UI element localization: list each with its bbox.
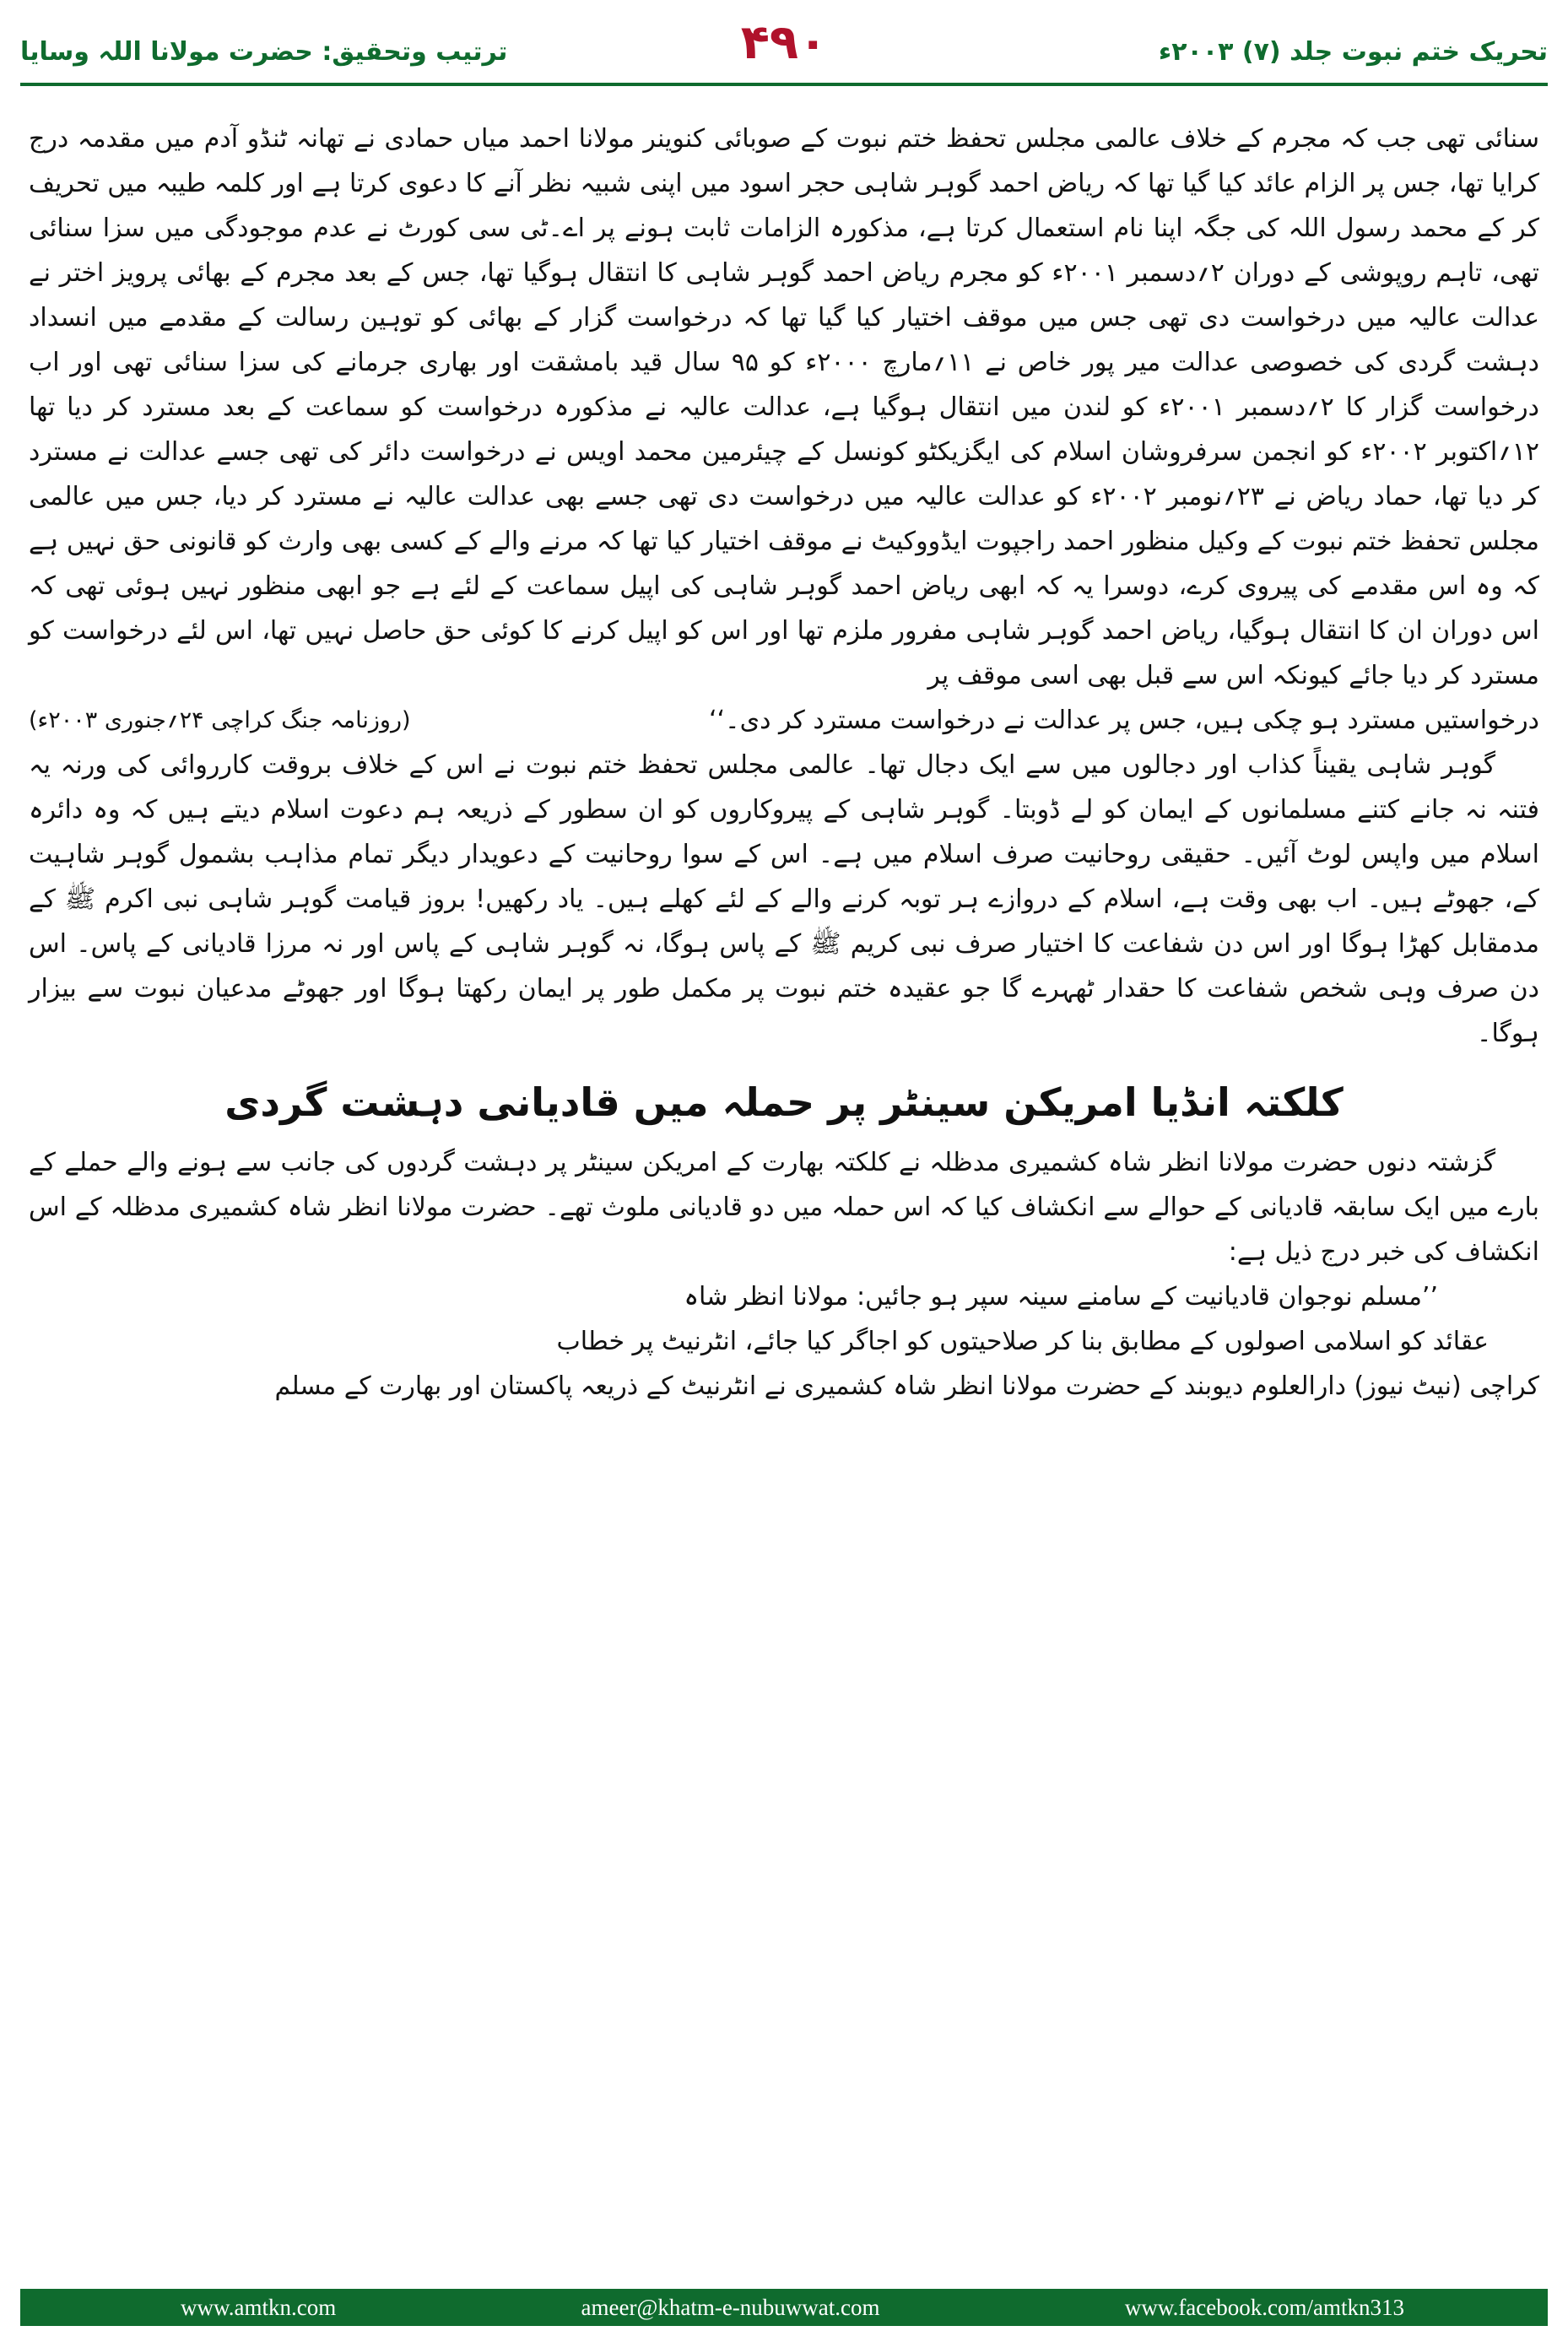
footer-email-link[interactable]: ameer@khatm-e-nubuwwat.com	[581, 2294, 880, 2320]
footer-website-link[interactable]: www.amtkn.com	[181, 2294, 337, 2320]
body-paragraph-2: گوہر شاہی یقیناً کذاب اور دجالوں میں سے ایک دجال تھا۔ عالمی مجلس تحفظ ختم نبوت نے اس کے خلاف بروقت کارروائی کی ورنہ یہ فتنہ نہ جانے کتنے مسلمانوں کے ایمان کو لے ڈوبتا۔ گوہر شاہی کے پیروکاروں کو ان سطور کے ذریعہ ہم دعوت اسلام دیتے ہیں کہ وہ دائرہ اسلام میں واپس لوٹ آئیں۔ حقیقی روحانیت صرف اسلام میں ہے۔ اس کے سوا روحانیت کے دعویدار دیگر تمام مذاہب بشمول گوہر شاہیت کے، جھوٹے ہیں۔ اب بھی وقت ہے، اسلام کے دروازے ہر توبہ کرنے والے کے لئے کھلے ہیں۔ یاد رکھیں! بروز قیامت گوہر شاہی نبی اکرم ﷺ کے مدمقابل کھڑا ہوگا اور اس دن شفاعت کا اختیار صرف نبی کریم ﷺ کے پاس ہوگا، نہ گوہر شاہی کے پاس اور نہ مرزا قادیانی کے پاس۔ اس دن صرف وہی شخص شفاعت کا حقدار ٹھہرے گا جو عقیدہ ختم نبوت پر مکمل طور پر ایمان رکھتا ہوگا اور جھوٹے مدعیان نبوت سے بیزار ہوگا۔	[29, 750, 1539, 1048]
header-divider	[20, 83, 1548, 86]
page-body	[29, 116, 1539, 1409]
source-citation: (روزنامہ جنگ کراچی ۲۴؍جنوری ۲۰۰۳ء)	[29, 707, 411, 733]
page-footer	[20, 2289, 1548, 2326]
body-paragraph-1-end: درخواستیں مسترد ہو چکی ہیں، جس پر عدالت نے درخواست مسترد کر دی۔‘‘	[708, 706, 1539, 735]
header-compiler-credit: ترتیب وتحقیق: حضرت مولانا اللہ وسایا	[20, 37, 508, 67]
body-paragraph-1: سنائی تھی جب کہ مجرم کے خلاف عالمی مجلس تحفظ ختم نبوت کے صوبائی کنوینر مولانا احمد میاں حمادی نے تھانہ ٹنڈو آدم میں مقدمہ درج کرایا تھا، جس پر الزام عائد کیا گیا تھا کہ ریاض احمد گوہر شاہی حجر اسود میں اپنی شبیہ نظر آنے کا دعوی کرتا ہے اور کلمہ طیبہ میں تحریف کر کے محمد رسول اللہ کی جگہ اپنا نام استعمال کرتا ہے، مذکورہ الزامات ثابت ہونے پر اے۔ٹی سی کورٹ نے عدم موجودگی میں سزا سنائی تھی، تاہم روپوشی کے دوران ۲؍دسمبر ۲۰۰۱ء کو مجرم ریاض احمد گوہر شاہی کا انتقال ہوگیا تھا، جس کے بعد مجرم کے بھائی پرویز اختر نے عدالت عالیہ میں درخواست دی تھی جس میں موقف اختیار کیا گیا تھا کہ درخواست گزار کے بھائی کو توہین رسالت کے مقدمے میں انسداد دہشت گردی کی خصوصی عدالت میر پور خاص نے ۱۱؍مارچ ۲۰۰۰ء کو ۹۵ سال قید بامشقت اور بھاری جرمانے کی سزا سنائی تھی اور اب درخواست گزار کا ۲؍دسمبر ۲۰۰۱ء کو لندن میں انتقال ہوگیا ہے، عدالت عالیہ نے مذکورہ درخواست کو سماعت کے بعد مسترد کر دیا تھا ۱۲؍اکتوبر ۲۰۰۲ء کو انجمن سرفروشان اسلام کی ایگزیکٹو کونسل کے چیئرمین محمد اویس نے درخواست دائر کی تھی جسے عدالت نے مسترد کر دیا تھا، حماد ریاض نے ۲۳؍نومبر ۲۰۰۲ء کو عدالت عالیہ میں درخواست دی تھی جسے بھی عدالت عالیہ نے مسترد کر دیا، جس میں عالمی مجلس تحفظ ختم نبوت کے وکیل منظور احمد راجپوت ایڈووکیٹ نے موقف اختیار کیا تھا کہ مرنے والے کے کسی بھی وارث کو قانونی حق نہیں ہے کہ وہ اس مقدمے کی پیروی کرے، دوسرا یہ کہ ابھی ریاض احمد گوہر شاہی کی اپیل سماعت کے لئے ہے جو ابھی منظور نہیں ہوئی تھی کہ اس دوران ان کا انتقال ہوگیا، ریاض احمد گوہر شاہی مفرور ملزم تھا اور اس کو اپیل کرنے کا کوئی حق حاصل نہیں تھا، اس لئے درخواست کو مسترد کر دیا جائے کیونکہ اس سے قبل بھی اسی موقف پر	[29, 124, 1540, 690]
quote-end-line	[29, 698, 1539, 743]
body-paragraph-3: گزشتہ دنوں حضرت مولانا انظر شاہ کشمیری مدظلہ نے کلکتہ بھارت کے امریکن سینٹر پر دہشت گردوں کی جانب سے ہونے والے حملے کے بارے میں ایک سابقہ قادیانی کے حوالے سے انکشاف کیا کہ اس حملہ میں دو قادیانی ملوث تھے۔ حضرت مولانا انظر شاہ کشمیری مدظلہ کے اس انکشاف کی خبر درج ذیل ہے:	[29, 1148, 1539, 1267]
footer-facebook-link[interactable]: www.facebook.com/amtkn313	[1124, 2294, 1404, 2320]
page-header	[20, 15, 1548, 74]
body-paragraph-4: کراچی (نیٹ نیوز) دارالعلوم دیوبند کے حضرت مولانا انظر شاہ کشمیری نے انٹرنیٹ کے ذریعہ پاکستان اور بھارت کے مسلم	[274, 1371, 1539, 1401]
header-book-title: تحریک ختم نبوت جلد (۷) ۲۰۰۳ء	[1158, 37, 1548, 67]
news-headline: ’’مسلم نوجوان قادیانیت کے سامنے سینہ سپر ہو جائیں: مولانا انظر شاہ	[684, 1282, 1438, 1312]
page-number: ۴۹۰	[740, 15, 828, 70]
section-heading: کلکتہ انڈیا امریکن سینٹر پر حملہ میں قادیانی دہشت گردی	[224, 1079, 1344, 1125]
news-subheadline: عقائد کو اسلامی اصولوں کے مطابق بنا کر صلاحیتوں کو اجاگر کیا جائے، انٹرنیٹ پر خطاب	[556, 1327, 1489, 1356]
